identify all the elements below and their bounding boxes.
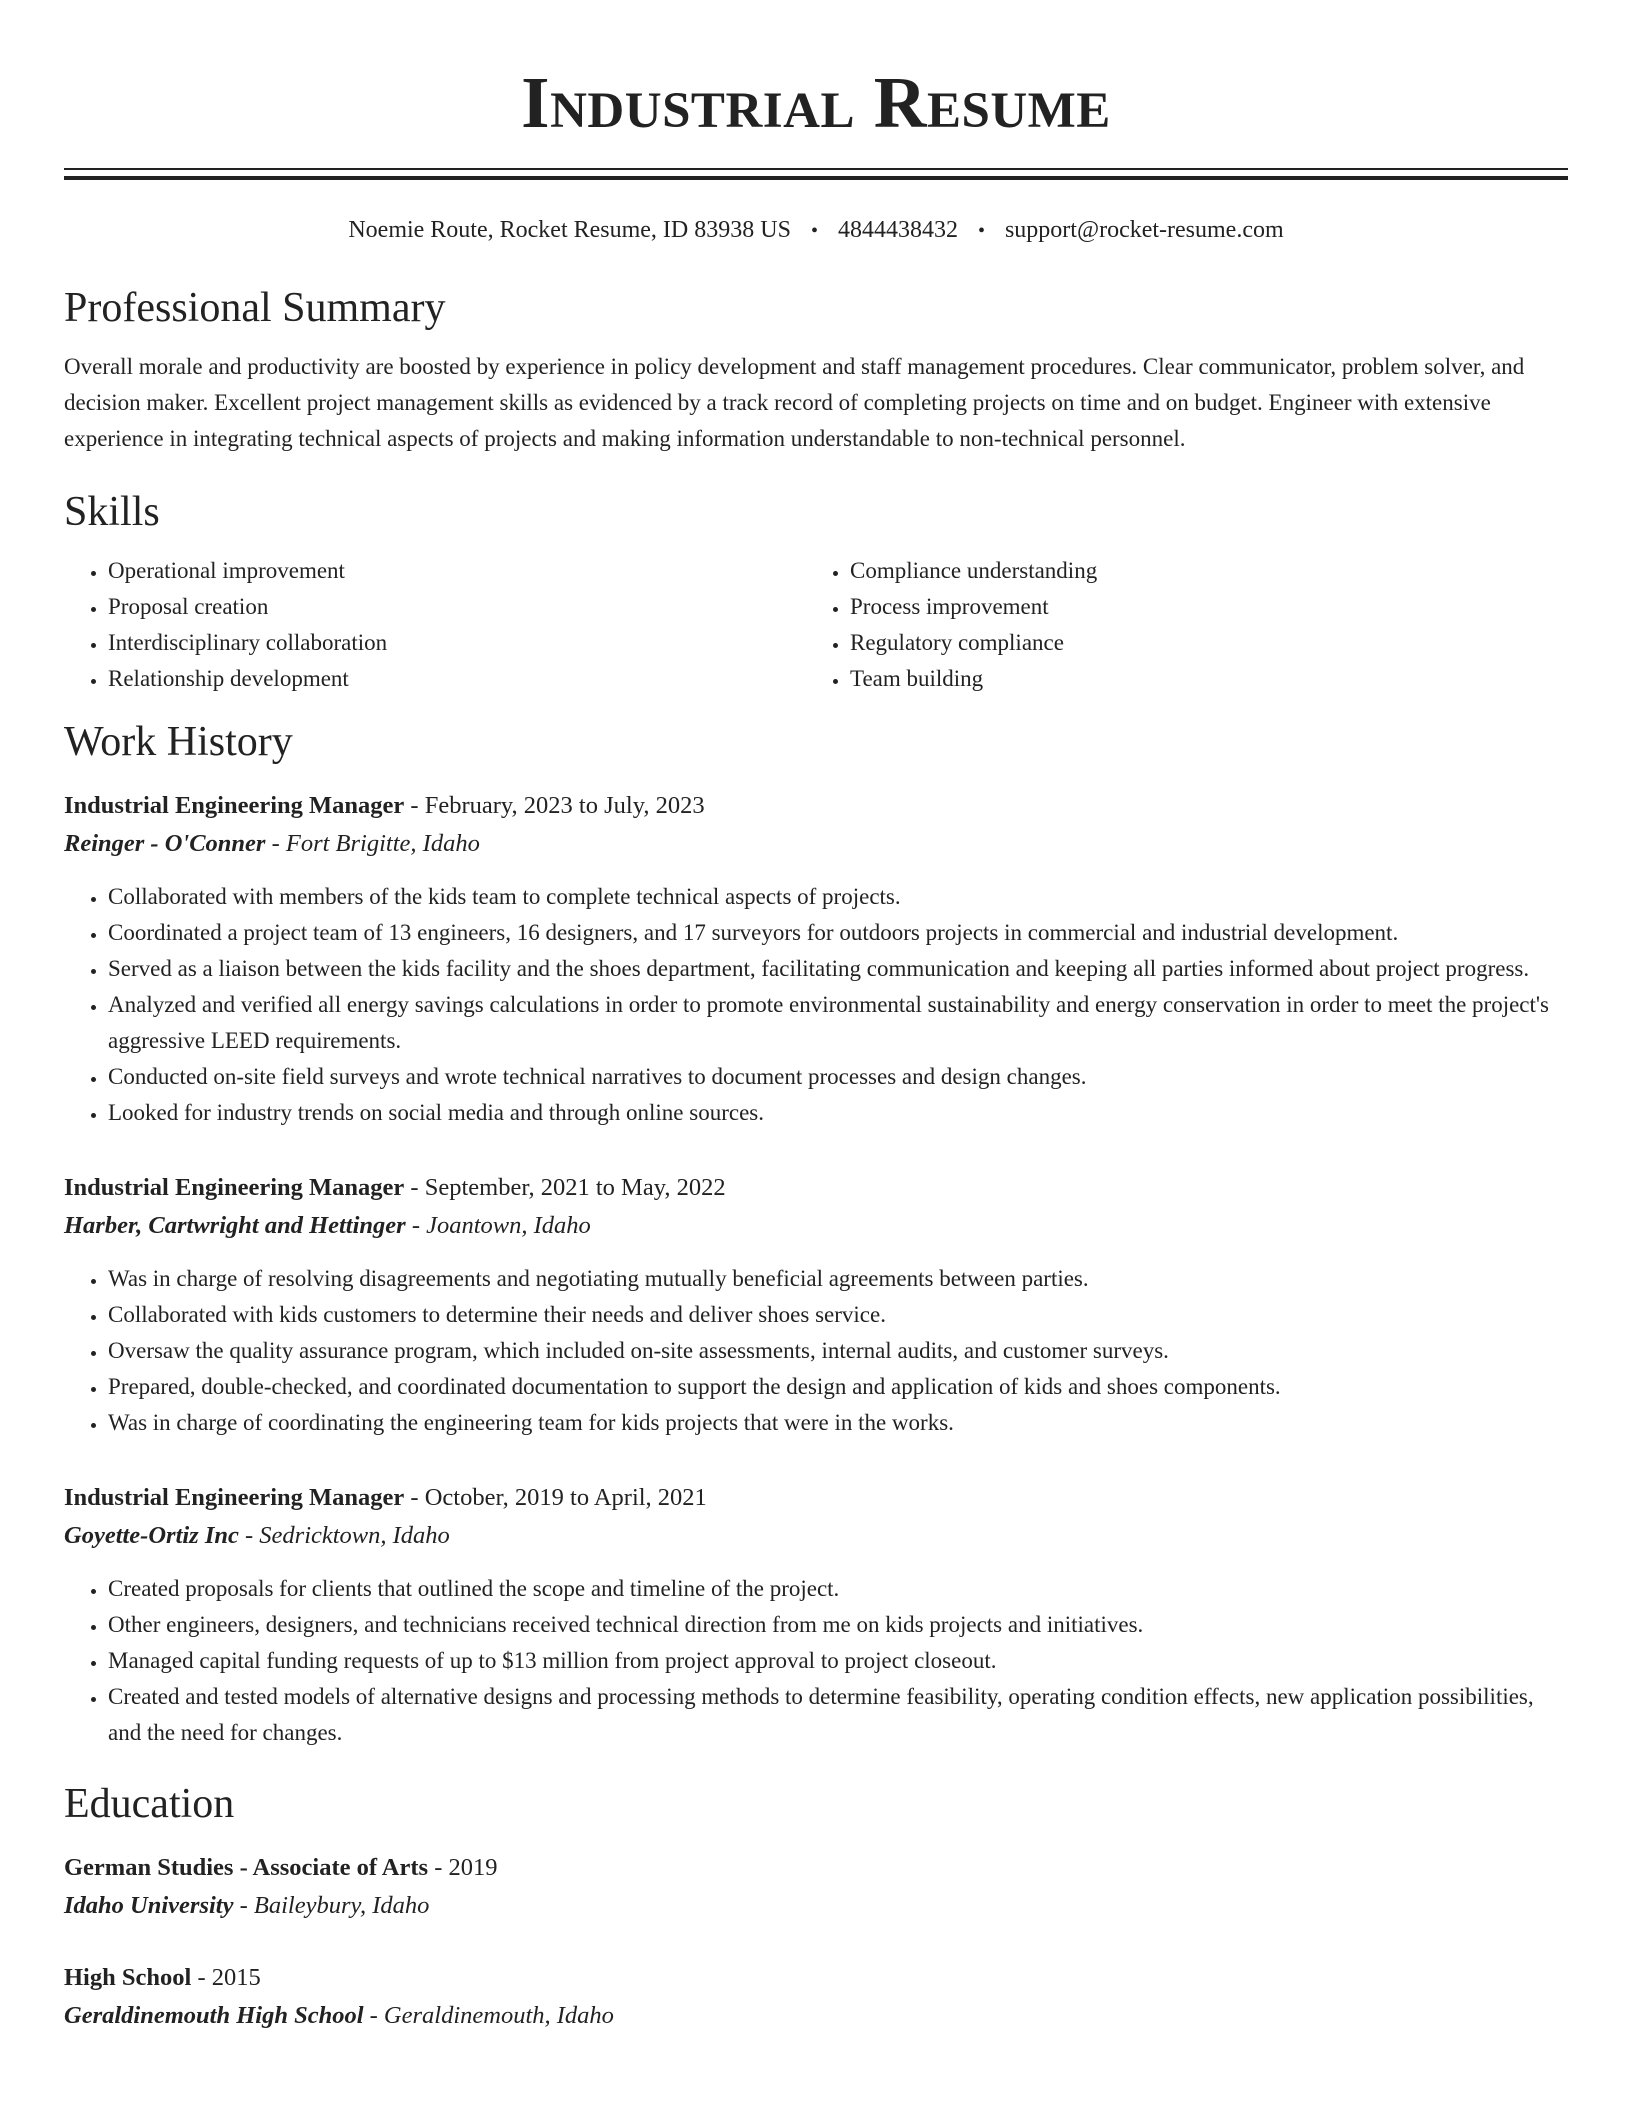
job-bullet: • Conducted on-site field surveys and wrote technical narratives to document processes and design changes.: [108, 1059, 1568, 1095]
education-year: - 2019: [434, 1854, 498, 1881]
job-entry: [64, 1169, 1568, 1441]
work-history-heading: Work History: [64, 719, 293, 765]
education-location: - Baileybury, Idaho: [239, 1892, 430, 1919]
title-rule-thick: [64, 176, 1568, 180]
job-title: Industrial Engineering Manager: [64, 1484, 405, 1511]
skills-list-right: [806, 553, 1548, 697]
job-bullet: • Looked for industry trends on social media and through online sources.: [108, 1095, 1568, 1131]
skill-item: • Team building: [850, 661, 1548, 697]
job-company: Goyette-Ortiz Inc: [64, 1522, 239, 1549]
job-bullet: • Collaborated with kids customers to determine their needs and deliver shoes service.: [108, 1297, 1568, 1333]
job-bullet: • Coordinated a project team of 13 engineers, 16 designers, and 17 surveyors for outdoors projects in commercial and industrial development.: [108, 915, 1568, 951]
skills-heading: Skills: [64, 489, 160, 535]
education-school-line: [64, 1997, 1568, 2035]
job-company: Reinger - O'Conner: [64, 830, 266, 857]
job-title-line: [64, 1169, 1568, 1207]
resume-page: [64, 0, 1568, 2035]
job-company-line: [64, 1207, 1568, 1245]
education-entry: [64, 1849, 1568, 1925]
education-section: [64, 1779, 1568, 2035]
job-entry: [64, 787, 1568, 1131]
skill-item: • Compliance understanding: [850, 553, 1548, 589]
job-dates: - February, 2023 to July, 2023: [410, 792, 705, 819]
contact-email: support@rocket-resume.com: [1004, 217, 1284, 243]
skill-item: • Regulatory compliance: [850, 625, 1548, 661]
job-bullet: • Was in charge of resolving disagreements and negotiating mutually beneficial agreements between parties.: [108, 1261, 1568, 1297]
education-degree: High School: [64, 1964, 192, 1991]
job-entry: [64, 1479, 1568, 1751]
job-bullet: • Served as a liaison between the kids facility and the shoes department, facilitating communication and keeping all parties informed about project progress.: [108, 951, 1568, 987]
education-school: Geraldinemouth High School: [64, 2002, 364, 2029]
job-dates: - October, 2019 to April, 2021: [410, 1484, 707, 1511]
work-history-section: [64, 717, 1568, 1751]
skill-item: • Operational improvement: [108, 553, 806, 589]
job-bullet: • Prepared, double-checked, and coordinated documentation to support the design and application of kids and shoes components.: [108, 1369, 1568, 1405]
job-title-line: [64, 1479, 1568, 1517]
job-bullet: • Created and tested models of alternative designs and processing methods to determine feasibility, operating condition effects, new application possibilities, and the need for changes.: [108, 1679, 1568, 1751]
job-bullet: • Managed capital funding requests of up to $13 million from project approval to project closeout.: [108, 1643, 1568, 1679]
contact-address: Noemie Route, Rocket Resume, ID 83938 US: [348, 217, 791, 243]
education-degree: German Studies - Associate of Arts: [64, 1854, 429, 1881]
title-rule-thin: [64, 168, 1568, 170]
education-entry: [64, 1959, 1568, 2035]
job-company-line: [64, 1517, 1568, 1555]
job-location: - Sedricktown, Idaho: [245, 1522, 450, 1549]
summary-section: [64, 283, 1568, 457]
education-degree-line: [64, 1849, 1568, 1887]
contact-phone: 4844438432: [837, 217, 958, 243]
job-dates: - September, 2021 to May, 2022: [410, 1174, 726, 1201]
contact-separator: •: [810, 220, 818, 242]
skills-grid: [64, 553, 1568, 697]
job-bullet: • Was in charge of coordinating the engineering team for kids projects that were in the works.: [108, 1405, 1568, 1441]
resume-title: Industrial Resume: [521, 62, 1111, 143]
education-heading: Education: [64, 1781, 235, 1827]
skills-section: [64, 487, 1568, 697]
skill-item: • Relationship development: [108, 661, 806, 697]
skills-list-left: [64, 553, 806, 697]
education-degree-line: [64, 1959, 1568, 1997]
job-bullets: [64, 879, 1568, 1131]
job-bullet: • Analyzed and verified all energy savings calculations in order to promote environmental sustainability and energy conservation in order to meet the project's aggressive LEED requirements.: [108, 987, 1568, 1059]
contact-line: [64, 212, 1568, 249]
skill-item: • Interdisciplinary collaboration: [108, 625, 806, 661]
job-bullet: • Other engineers, designers, and technicians received technical direction from me on kids projects and initiatives.: [108, 1607, 1568, 1643]
skill-item: • Process improvement: [850, 589, 1548, 625]
job-bullet: • Oversaw the quality assurance program, which included on-site assessments, internal audits, and customer surveys.: [108, 1333, 1568, 1369]
summary-text: Overall morale and productivity are boosted by experience in policy development and staff management procedures. Clear communicator, problem solver, and decision maker. Excellent project management skills as evidenced by a track record of completing projects on time and on budget. Engineer with extensive experience in integrating technical aspects of projects and making information understandable to non-technical personnel.: [64, 354, 1525, 451]
education-year: - 2015: [197, 1964, 261, 1991]
job-company-line: [64, 825, 1568, 863]
job-title: Industrial Engineering Manager: [64, 792, 405, 819]
education-school: Idaho University: [64, 1892, 234, 1919]
job-bullet: • Created proposals for clients that outlined the scope and timeline of the project.: [108, 1571, 1568, 1607]
job-bullet: • Collaborated with members of the kids team to complete technical aspects of projects.: [108, 879, 1568, 915]
job-location: - Joantown, Idaho: [411, 1212, 591, 1239]
education-location: - Geraldinemouth, Idaho: [369, 2002, 614, 2029]
job-bullets: [64, 1261, 1568, 1441]
job-title: Industrial Engineering Manager: [64, 1174, 405, 1201]
skill-item: • Proposal creation: [108, 589, 806, 625]
job-bullets: [64, 1571, 1568, 1751]
education-school-line: [64, 1887, 1568, 1925]
contact-separator: •: [977, 220, 985, 242]
job-company: Harber, Cartwright and Hettinger: [64, 1212, 406, 1239]
summary-heading: Professional Summary: [64, 285, 446, 331]
job-location: - Fort Brigitte, Idaho: [271, 830, 480, 857]
job-title-line: [64, 787, 1568, 825]
